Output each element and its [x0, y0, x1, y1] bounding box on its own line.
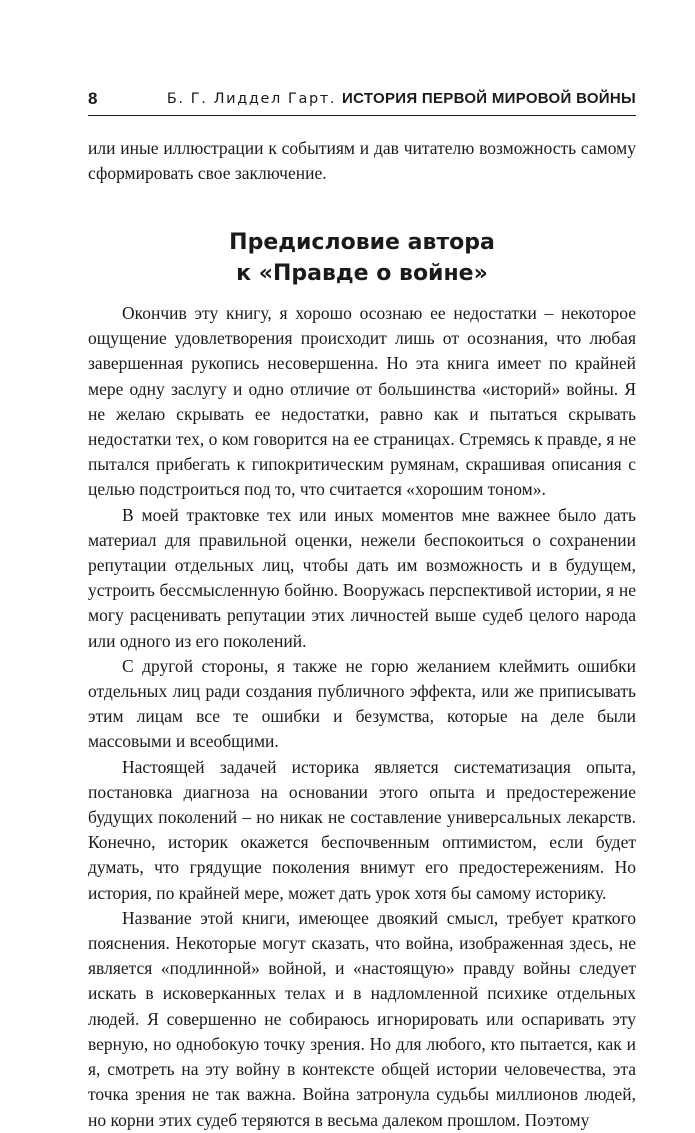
- continuation-text: или иные иллюстрации к событиям и дав читателю возможность самому сформировать свое заключение.: [88, 138, 636, 184]
- header-divider: [88, 115, 636, 116]
- paragraph-4: Настоящей задачей историка является систематизация опыта, постановка диагноза на основании этого опыта и предостережение будущих поколений – но никак не составление универсальных лекарств. Конечно, историк окажется беспочвенным оптимистом, если будет думать, что грядущие поколения внимут его предостережениям. Но история, по крайней мере, может дать урок хотя бы самому историку.: [88, 756, 636, 903]
- continuation-paragraph: [88, 136, 636, 186]
- main-text: [88, 301, 636, 1133]
- page-number: 8: [88, 89, 98, 108]
- chapter-title-line-1: Предисловие автора: [229, 230, 495, 255]
- chapter-heading: [88, 227, 636, 289]
- header-text: [167, 89, 636, 109]
- paragraph-1: Окончив эту книгу, я хорошо осознаю ее недостатки – некоторое ощущение удовлетворения происходит лишь от осознания, что любая завершенная рукопись несовершенна. Но эта книга имеет по крайней мере одну заслугу и одно отличие от большинства «историй» войны. Я не желаю скрывать ее недостатки, равно как и пытаться скрывать недостатки тех, о ком говорится на ее страницах. Стремясь к правде, я не пытался прибегать к гипокритическим румянам, скрашивая описания с целью подстроиться под то, что считается «хорошим тоном».: [88, 303, 636, 500]
- header-book-title: ИСТОРИЯ ПЕРВОЙ МИРОВОЙ ВОЙНЫ: [342, 90, 636, 107]
- paragraph-5: Название этой книги, имеющее двоякий смысл, требует краткого пояснения. Некоторые могут сказать, что война, изображенная здесь, не является «подлинной» войной, и «настоящую» правду войны следует искать в исковерканных телах и в надломленной психике отдельных людей. Я совершенно не собираюсь игнорировать или оспаривать эту верную, но однобокую точку зрения. Но для любого, кто пытается, как и я, смотреть на эту войну в контексте общей истории человечества, эта точка зрения не так важна. Война затронула судьбы миллионов людей, но корни этих судеб теряются в весьма далеком прошлом. Поэтому: [88, 907, 636, 1130]
- paragraph-3: С другой стороны, я также не горю желанием клеймить ошибки отдельных лиц ради создания публичного эффекта, или же приписывать этим лицам все те ошибки и безумства, которые на деле были массовыми и всеобщими.: [88, 655, 636, 752]
- header-author: Б. Г. Лиддел Гарт.: [166, 91, 337, 107]
- running-header: [88, 89, 636, 111]
- paragraph-2: В моей трактовке тех или иных моментов мне важнее было дать материал для правильной оценки, нежели беспокоиться о сохранении репутации отдельных лиц, чтобы дать им возможность и в будущем, устроить бессмысленную бойню. Вооружась перспективой истории, я не могу расценивать репутации этих личностей выше судеб целого народа или одного из его поколений.: [88, 504, 636, 651]
- chapter-title-line-2: к «Правде о войне»: [236, 261, 488, 286]
